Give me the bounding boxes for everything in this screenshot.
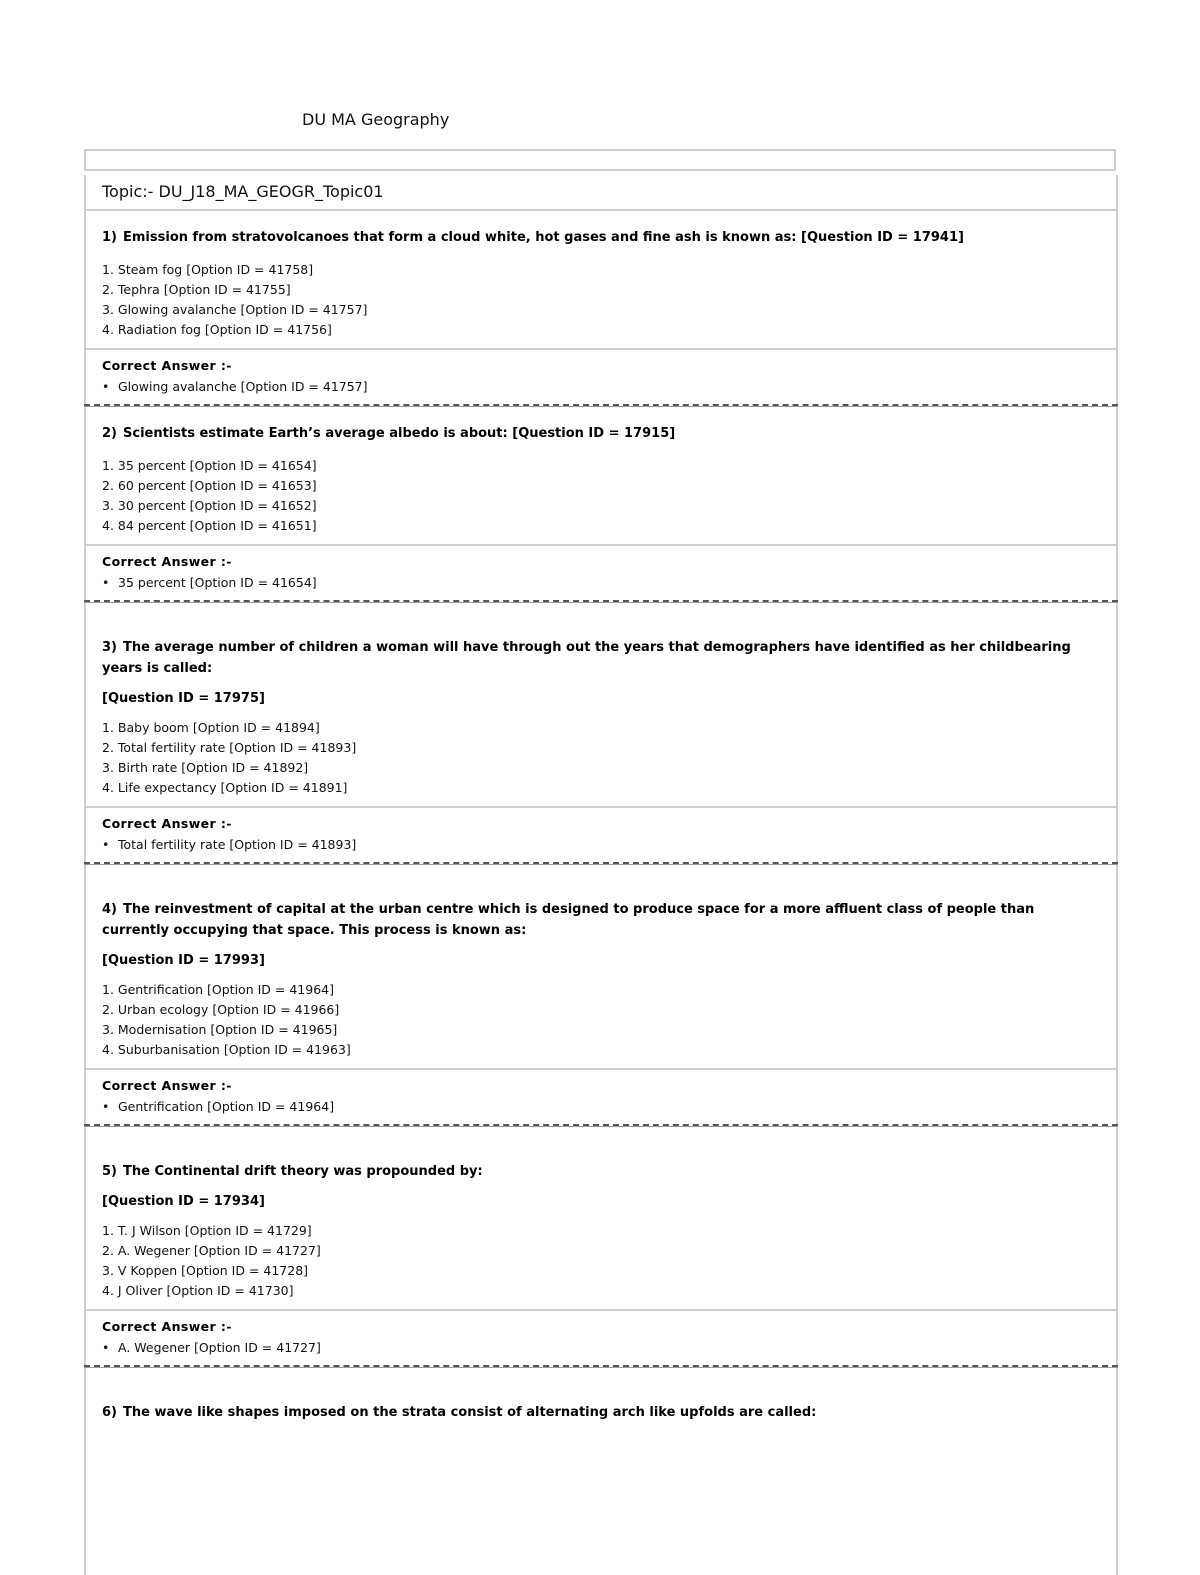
- option-item: 2. A. Wegener [Option ID = 41727]: [102, 1243, 321, 1258]
- correct-answer: [102, 572, 1100, 594]
- answer-block: [86, 1311, 1116, 1365]
- correct-answer: [102, 1337, 1100, 1359]
- option-item: 4. Suburbanisation [Option ID = 41963]: [102, 1042, 351, 1057]
- option-list: [102, 980, 1100, 1060]
- option-item: 4. 84 percent [Option ID = 41651]: [102, 518, 317, 533]
- option-item: 4. Life expectancy [Option ID = 41891]: [102, 780, 348, 795]
- answer-heading: Correct Answer :-: [102, 554, 232, 569]
- topic-heading: Topic:- DU_J18_MA_GEOGR_Topic01: [86, 175, 1116, 211]
- question-text: [102, 1402, 1100, 1423]
- question-block: [86, 407, 1116, 546]
- option-list: [102, 456, 1100, 536]
- option-item: 3. Modernisation [Option ID = 41965]: [102, 1022, 338, 1037]
- document-title: DU MA Geography: [302, 110, 450, 129]
- correct-answer: [102, 834, 1100, 856]
- question-number: 6): [102, 1405, 117, 1420]
- question-block: [86, 211, 1116, 350]
- question-panel: [84, 175, 1118, 1575]
- question-number: 3): [102, 640, 117, 655]
- question-text: [102, 423, 1100, 444]
- question-stem: Emission from stratovolcanoes that form a cloud white, hot gases and fine ash is known as: [Question ID = 17941]: [123, 230, 964, 245]
- option-item: 3. 30 percent [Option ID = 41652]: [102, 498, 317, 513]
- question-number: 4): [102, 902, 117, 917]
- option-item: 2. Tephra [Option ID = 41755]: [102, 282, 291, 297]
- question-id: [Question ID = 17975]: [102, 691, 265, 706]
- answer-heading: Correct Answer :-: [102, 358, 232, 373]
- bullet-icon: •: [102, 837, 110, 852]
- option-item: 3. V Koppen [Option ID = 41728]: [102, 1263, 309, 1278]
- bullet-icon: •: [102, 575, 110, 590]
- question-number: 2): [102, 426, 117, 441]
- answer-block: [86, 808, 1116, 862]
- answer-text: Glowing avalanche [Option ID = 41757]: [118, 379, 368, 394]
- question-stem: Scientists estimate Earth’s average albedo is about: [Question ID = 17915]: [123, 426, 676, 441]
- question-text: [102, 899, 1100, 941]
- option-item: 3. Glowing avalanche [Option ID = 41757]: [102, 302, 368, 317]
- option-item: 4. J Oliver [Option ID = 41730]: [102, 1283, 294, 1298]
- correct-answer: [102, 376, 1100, 398]
- answer-heading: Correct Answer :-: [102, 1319, 232, 1334]
- header-box: [84, 149, 1116, 171]
- option-item: 2. Urban ecology [Option ID = 41966]: [102, 1002, 340, 1017]
- option-list: [102, 718, 1100, 798]
- question-stem: The wave like shapes imposed on the strata consist of alternating arch like upfolds are called:: [123, 1405, 817, 1420]
- question-text: [102, 637, 1100, 679]
- question-id: [Question ID = 17934]: [102, 1194, 265, 1209]
- option-item: 2. 60 percent [Option ID = 41653]: [102, 478, 317, 493]
- option-list: [102, 1221, 1100, 1301]
- question-block: [86, 865, 1116, 1070]
- answer-heading: Correct Answer :-: [102, 1078, 232, 1093]
- question-id: [Question ID = 17993]: [102, 953, 265, 968]
- option-item: 3. Birth rate [Option ID = 41892]: [102, 760, 309, 775]
- answer-heading: Correct Answer :-: [102, 816, 232, 831]
- bullet-icon: •: [102, 1099, 110, 1114]
- question-stem: The average number of children a woman will have through out the years that demographers have identified as her childbearing years is called:: [102, 640, 1071, 676]
- answer-text: A. Wegener [Option ID = 41727]: [118, 1340, 321, 1355]
- question-block: [86, 1368, 1116, 1443]
- option-item: 1. T. J Wilson [Option ID = 41729]: [102, 1223, 312, 1238]
- answer-block: [86, 1070, 1116, 1124]
- answer-text: Total fertility rate [Option ID = 41893]: [118, 837, 357, 852]
- option-item: 2. Total fertility rate [Option ID = 41893]: [102, 740, 357, 755]
- bullet-icon: •: [102, 1340, 110, 1355]
- option-list: [102, 260, 1100, 340]
- question-block: [86, 603, 1116, 808]
- answer-block: [86, 350, 1116, 404]
- option-item: 1. Gentrification [Option ID = 41964]: [102, 982, 334, 997]
- bullet-icon: •: [102, 379, 110, 394]
- question-text: [102, 227, 1100, 248]
- answer-block: [86, 546, 1116, 600]
- option-item: 1. Baby boom [Option ID = 41894]: [102, 720, 320, 735]
- option-item: 1. 35 percent [Option ID = 41654]: [102, 458, 317, 473]
- answer-text: Gentrification [Option ID = 41964]: [118, 1099, 335, 1114]
- question-number: 1): [102, 230, 117, 245]
- correct-answer: [102, 1096, 1100, 1118]
- option-item: 4. Radiation fog [Option ID = 41756]: [102, 322, 332, 337]
- question-stem: The reinvestment of capital at the urban centre which is designed to produce space for a more affluent class of people than currently occupying that space. This process is known as:: [102, 902, 1035, 938]
- answer-text: 35 percent [Option ID = 41654]: [118, 575, 317, 590]
- question-block: [86, 1127, 1116, 1311]
- option-item: 1. Steam fog [Option ID = 41758]: [102, 262, 314, 277]
- question-number: 5): [102, 1164, 117, 1179]
- question-text: [102, 1161, 1100, 1182]
- question-stem: The Continental drift theory was propounded by:: [123, 1164, 483, 1179]
